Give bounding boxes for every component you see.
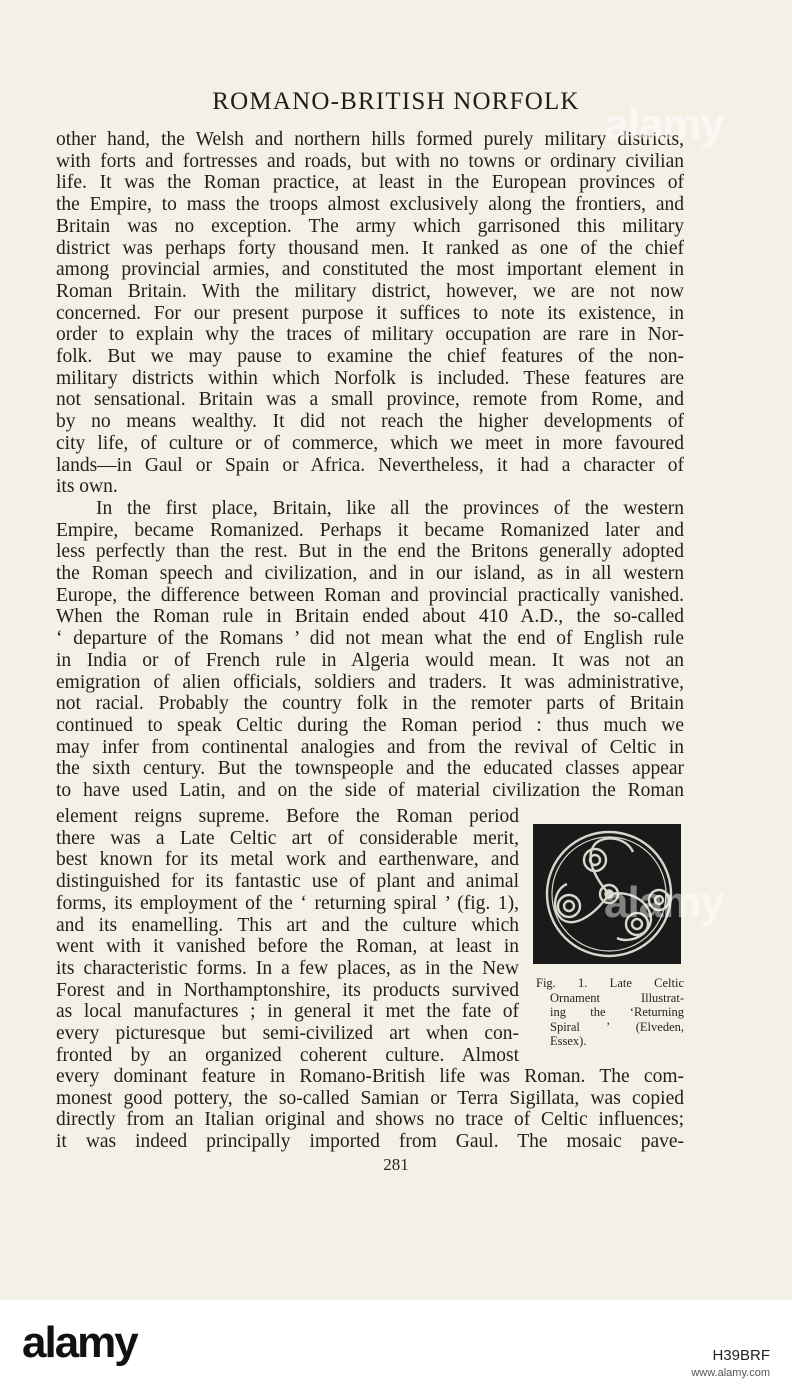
body-line: distinguished for its fantastic use of plant and animal <box>56 871 519 893</box>
body-line: every dominant feature in Romano-British life was Roman. The com- <box>56 1066 684 1087</box>
body-line: there was a Late Celtic art of considerable merit, <box>56 827 519 849</box>
body-line: other hand, the Welsh and northern hills formed purely military districts, <box>56 129 684 150</box>
body-line: In the first place, Britain, like all the provinces of the western <box>96 497 684 519</box>
figure-caption-line: Spiral ’ (Elveden, <box>550 1019 684 1034</box>
body-line: order to explain why the traces of military occupation are rare in Nor- <box>56 324 684 346</box>
body-line: with forts and fortresses and roads, but with no towns or ordinary civilian <box>56 150 684 172</box>
body-line: Britain was no exception. The army which garrisoned this military <box>56 215 684 237</box>
footer-logo: alamy <box>22 1318 137 1367</box>
body-line: continued to speak Celtic during the Roman period : thus much we <box>56 714 684 736</box>
body-line: Empire, became Romanized. Perhaps it became Romanized later and <box>56 519 684 541</box>
body-line: military districts within which Norfolk is included. These features are <box>56 367 684 389</box>
page-number: 281 <box>383 1155 409 1174</box>
body-line: element reigns supreme. Before the Roman period <box>56 806 519 827</box>
body-line: concerned. For our present purpose it suffices to note its existence, in <box>56 302 684 324</box>
body-line: lands—in Gaul or Spain or Africa. Nevertheless, it had a character of <box>56 454 684 476</box>
body-line: best known for its metal work and earthenware, and <box>56 849 519 871</box>
body-line: among provincial armies, and constituted the most important element in <box>56 259 684 281</box>
body-line: forms, its employment of the ‘ returning spiral ’ (fig. 1), <box>56 892 519 914</box>
body-line: to have used Latin, and on the side of material civilization the Roman <box>56 780 684 801</box>
body-line: monest good pottery, the so-called Samian or Terra Sigillata, was copied <box>56 1087 684 1109</box>
body-line: When the Roman rule in Britain ended about 410 A.D., the so-called <box>56 606 684 628</box>
body-line: its own. <box>56 476 118 498</box>
body-line: not racial. Probably the country folk in the remoter parts of Britain <box>56 693 684 715</box>
figure-caption-line: Essex). <box>550 1034 587 1048</box>
watermark-logo-top: alamy <box>604 100 724 149</box>
body-line: as local manufactures ; in general it met the fate of <box>56 1001 519 1023</box>
body-line: Roman Britain. With the military district, however, we are not now <box>56 280 684 302</box>
body-line: ‘ departure of the Romans ’ did not mean what the end of English rule <box>56 628 684 650</box>
body-line: the sixth century. But the townspeople and the educated classes appear <box>56 758 684 780</box>
body-line: city life, of culture or of commerce, which we meet in more favoured <box>56 432 684 454</box>
body-line: life. It was the Roman practice, at least in the European provinces of <box>56 172 684 194</box>
figure-caption-line: Fig. 1. Late Celtic <box>536 976 684 990</box>
figure-caption-line: ing the ‘Returning <box>550 1005 684 1019</box>
body-line: less perfectly than the rest. But in the end the Britons generally adopted <box>56 541 684 563</box>
body-line: its characteristic forms. In a few places, as in the New <box>56 957 519 979</box>
body-line: Europe, the difference between Roman and provincial practically vanished. <box>56 584 684 606</box>
body-line: fronted by an organized coherent culture. Almost <box>56 1044 519 1066</box>
body-line: folk. But we may pause to examine the chief features of the non- <box>56 346 684 367</box>
body-line: may infer from continental analogies and from the revival of Celtic in <box>56 736 684 758</box>
body-line: in India or of French rule in Algeria would mean. It was not an <box>56 649 684 671</box>
body-line: district was perhaps forty thousand men. It ranked as one of the chief <box>56 237 684 259</box>
body-line: Forest and in Northamptonshire, its products survived <box>56 979 519 1001</box>
body-line: directly from an Italian original and shows no trace of Celtic influences; <box>56 1109 684 1131</box>
body-line: by no means wealthy. It did not reach the higher developments of <box>56 411 684 433</box>
footer-image-id: H39BRF <box>712 1347 770 1364</box>
body-line: not sensational. Britain was a small province, remote from Rome, and <box>56 389 684 411</box>
body-line: the Empire, to mass the troops almost exclusively along the frontiers, and <box>56 194 684 216</box>
body-line: every picturesque but semi-civilized art when con- <box>56 1023 519 1044</box>
watermark-logo-middle: alamy <box>604 878 724 927</box>
body-line: the Roman speech and civilization, and in our island, as in all western <box>56 563 684 584</box>
body-line: it was indeed principally imported from Gaul. The mosaic pave- <box>56 1131 684 1153</box>
body-line: went with it vanished before the Roman, at least in <box>56 936 519 958</box>
footer-url: www.alamy.com <box>691 1367 770 1379</box>
body-line: emigration of alien officials, soldiers and traders. It was administrative, <box>56 671 684 693</box>
figure-caption-line: Ornament Illustrat- <box>550 990 684 1005</box>
running-head: ROMANO-BRITISH NORFOLK <box>212 88 580 115</box>
body-line: and its enamelling. This art and the culture which <box>56 914 519 936</box>
